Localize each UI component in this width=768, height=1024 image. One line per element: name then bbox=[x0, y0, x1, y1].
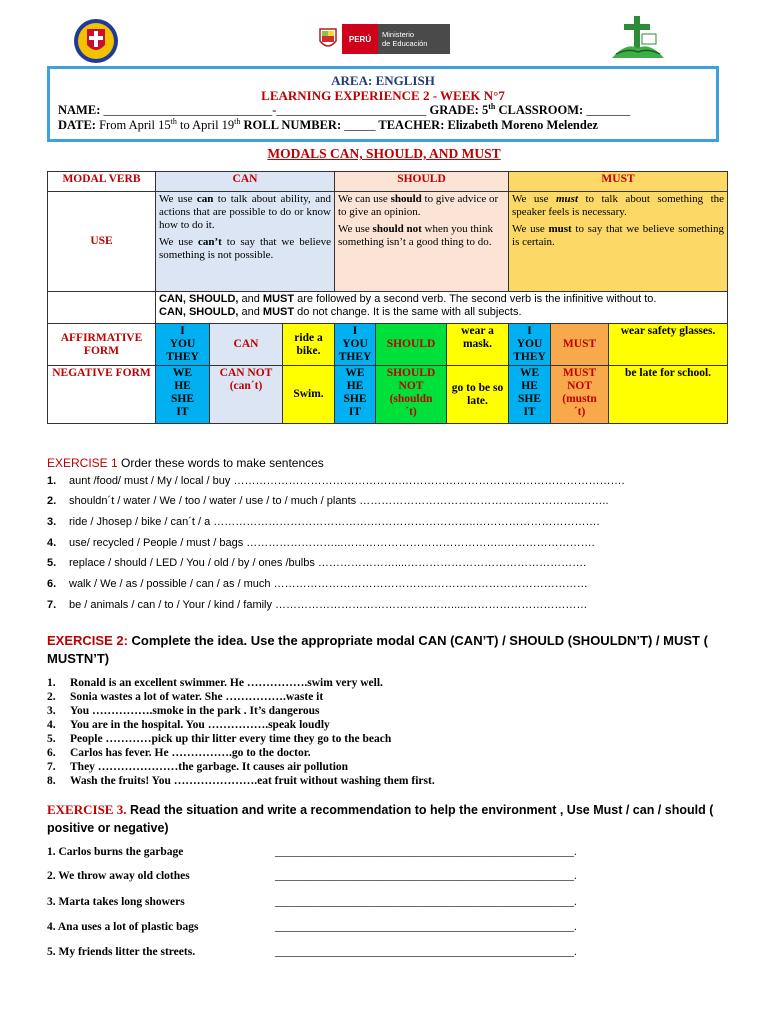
student-info-box bbox=[47, 66, 719, 142]
must-aff-subjects: I YOU THEY bbox=[509, 324, 551, 366]
should-aff-verb: wear a mask. bbox=[447, 324, 509, 366]
exercise-3-title: EXERCISE 3. Read the situation and write a recommendation to help the environment , Use Must / can / should ( positive or negative) bbox=[47, 802, 714, 835]
header-should: SHOULD bbox=[335, 172, 509, 192]
roll-number-field[interactable]: _____ bbox=[341, 118, 376, 132]
can-aff-modal: CAN bbox=[210, 324, 283, 366]
exercise-2-item[interactable]: 5. People …………pick up thir litter every time they go to the beach bbox=[47, 733, 392, 745]
use-label: USE bbox=[48, 192, 156, 292]
should-aff-subjects: I YOU THEY bbox=[335, 324, 376, 366]
exercise-3-situation: 2. We throw away old clothes bbox=[47, 870, 190, 882]
exercise-2-item[interactable]: 8. Wash the fruits! You ………………….eat fruit without washing them first. bbox=[47, 775, 435, 787]
header-modal-verb: MODAL VERB bbox=[48, 172, 156, 192]
usage-note-cell: CAN, SHOULD, and MUST are followed by a second verb. The second verb is the infinitive without to. CAN, SHOULD, and MUST do not change. It is the same with all subjects. bbox=[156, 292, 728, 324]
exercise-1-item[interactable]: 3. ride / Jhosep / bike / can´t / a …………………………………….………………………..……………………………. bbox=[47, 516, 600, 528]
exercise-1-item[interactable]: 6. walk / We / as / possible / can / as / much ……………………………………..…………………………………… bbox=[47, 578, 588, 590]
can-neg-verb: Swim. bbox=[283, 366, 335, 424]
name-grade-line: NAME: ___________________________-________________________ GRADE: 5th CLASSROOM: _______ bbox=[58, 101, 631, 117]
can-use-cell: We use can to talk about ability, and actions that are possible to do or know how to do it. We use can’t to say that we believe something is not possible. bbox=[156, 192, 335, 292]
should-neg-subjects: WE HE SHE IT bbox=[335, 366, 376, 424]
exercise-2-item[interactable]: 2. Sonia wastes a lot of water. She …………….waste it bbox=[47, 691, 324, 703]
must-aff-verb: wear safety glasses. bbox=[609, 324, 728, 366]
exercise-2-title: EXERCISE 2: Complete the idea. Use the appropriate modal CAN (CAN’T) / SHOULD (SHOULDN’T) / MUST ( MUSTN’T) bbox=[47, 633, 708, 666]
exercise-2-item[interactable]: 1. Ronald is an excellent swimmer. He …………….swim very well. bbox=[47, 677, 383, 689]
exercise-1-item[interactable]: 1. aunt /food/ must / My / local / buy ……………………………………….……………………………………………………. bbox=[47, 475, 625, 487]
exercise-3-situation: 1. Carlos burns the garbage bbox=[47, 846, 184, 858]
exercise-3-answer-line[interactable]: ____________________________________________________. bbox=[275, 896, 577, 908]
area-title: AREA: ENGLISH bbox=[331, 73, 435, 88]
page-title: MODALS CAN, SHOULD, AND MUST bbox=[267, 146, 501, 161]
date-teacher-line: DATE: From April 15th to April 19th ROLL NUMBER: _____ TEACHER: Elizabeth Moreno Melendez bbox=[58, 116, 598, 132]
exercise-1-item[interactable]: 4. use/ recycled / People / must / bags ……………………...……………………………………..……………………. bbox=[47, 537, 595, 549]
exercise-3-answer-line[interactable]: ____________________________________________________. bbox=[275, 921, 577, 933]
exercise-2-item[interactable]: 7. They …………………the garbage. It causes air pollution bbox=[47, 761, 349, 773]
can-aff-subjects: I YOU THEY bbox=[156, 324, 210, 366]
exercise-3-situation: 4. Ana uses a lot of plastic bags bbox=[47, 921, 199, 933]
can-neg-subjects: WE HE SHE IT bbox=[156, 366, 210, 424]
exercise-3-situation: 5. My friends litter the streets. bbox=[47, 946, 196, 958]
must-neg-subjects: WE HE SHE IT bbox=[509, 366, 551, 424]
institution-cross-logo bbox=[608, 14, 668, 62]
can-neg-modal: CAN NOT (can´t) bbox=[210, 366, 283, 424]
learning-experience-title: LEARNING EXPERIENCE 2 - WEEK N°7 bbox=[261, 88, 505, 103]
must-neg-verb: be late for school. bbox=[609, 366, 728, 424]
should-aff-modal: SHOULD bbox=[376, 324, 447, 366]
affirmative-form-label: AFFIRMATIVE FORM bbox=[48, 324, 156, 366]
exercise-1-item[interactable]: 5. replace / should / LED / You / old / by / ones /bulbs …………………....…………………………………………. bbox=[47, 557, 587, 569]
exercise-2-item[interactable]: 3. You …………….smoke in the park . It’s dangerous bbox=[47, 705, 320, 717]
exercise-1-item[interactable]: 2. shouldn´t / water / We / too / water / use / to / much / plants ………………………………………..…………..…….. bbox=[47, 495, 609, 507]
should-use-cell: We can use should to give advice or to give an opinion. We use should not when you think something isn’t a good thing to do. bbox=[335, 192, 509, 292]
must-use-cell: We use must to talk about something the speaker feels is necessary. We use must to say that we believe something is certain. bbox=[509, 192, 728, 292]
header-can: CAN bbox=[156, 172, 335, 192]
exercise-2-item[interactable]: 4. You are in the hospital. You …………….speak loudly bbox=[47, 719, 330, 731]
school-crest-logo bbox=[72, 17, 120, 65]
exercise-3-answer-line[interactable]: ____________________________________________________. bbox=[275, 870, 577, 882]
exercise-2-item[interactable]: 6. Carlos has fever. He …………….go to the doctor. bbox=[47, 747, 311, 759]
exercise-1-item[interactable]: 7. be / animals / can / to / Your / kind / family ………………………………………….....…………………………… bbox=[47, 599, 588, 611]
negative-form-label: NEGATIVE FORM bbox=[48, 366, 156, 424]
name-field[interactable]: ___________________________-________________________ bbox=[100, 103, 430, 117]
exercise-1-title: EXERCISE 1 Order these words to make sentences bbox=[47, 456, 324, 470]
header-must: MUST bbox=[509, 172, 728, 192]
ministry-of-education-logo: PERÚ Ministerio de Educación bbox=[314, 24, 450, 54]
exercise-3-situation: 3. Marta takes long showers bbox=[47, 896, 185, 908]
should-neg-verb: go to be so late. bbox=[447, 366, 509, 424]
can-aff-verb: ride a bike. bbox=[283, 324, 335, 366]
modals-table bbox=[47, 171, 728, 424]
must-aff-modal: MUST bbox=[551, 324, 609, 366]
exercise-3-answer-line[interactable]: ____________________________________________________. bbox=[275, 946, 577, 958]
should-neg-modal: SHOULD NOT (shouldn ´t) bbox=[376, 366, 447, 424]
classroom-field[interactable]: _______ bbox=[583, 103, 631, 117]
must-neg-modal: MUST NOT (mustn ´t) bbox=[551, 366, 609, 424]
exercise-3-answer-line[interactable]: ____________________________________________________. bbox=[275, 846, 577, 858]
